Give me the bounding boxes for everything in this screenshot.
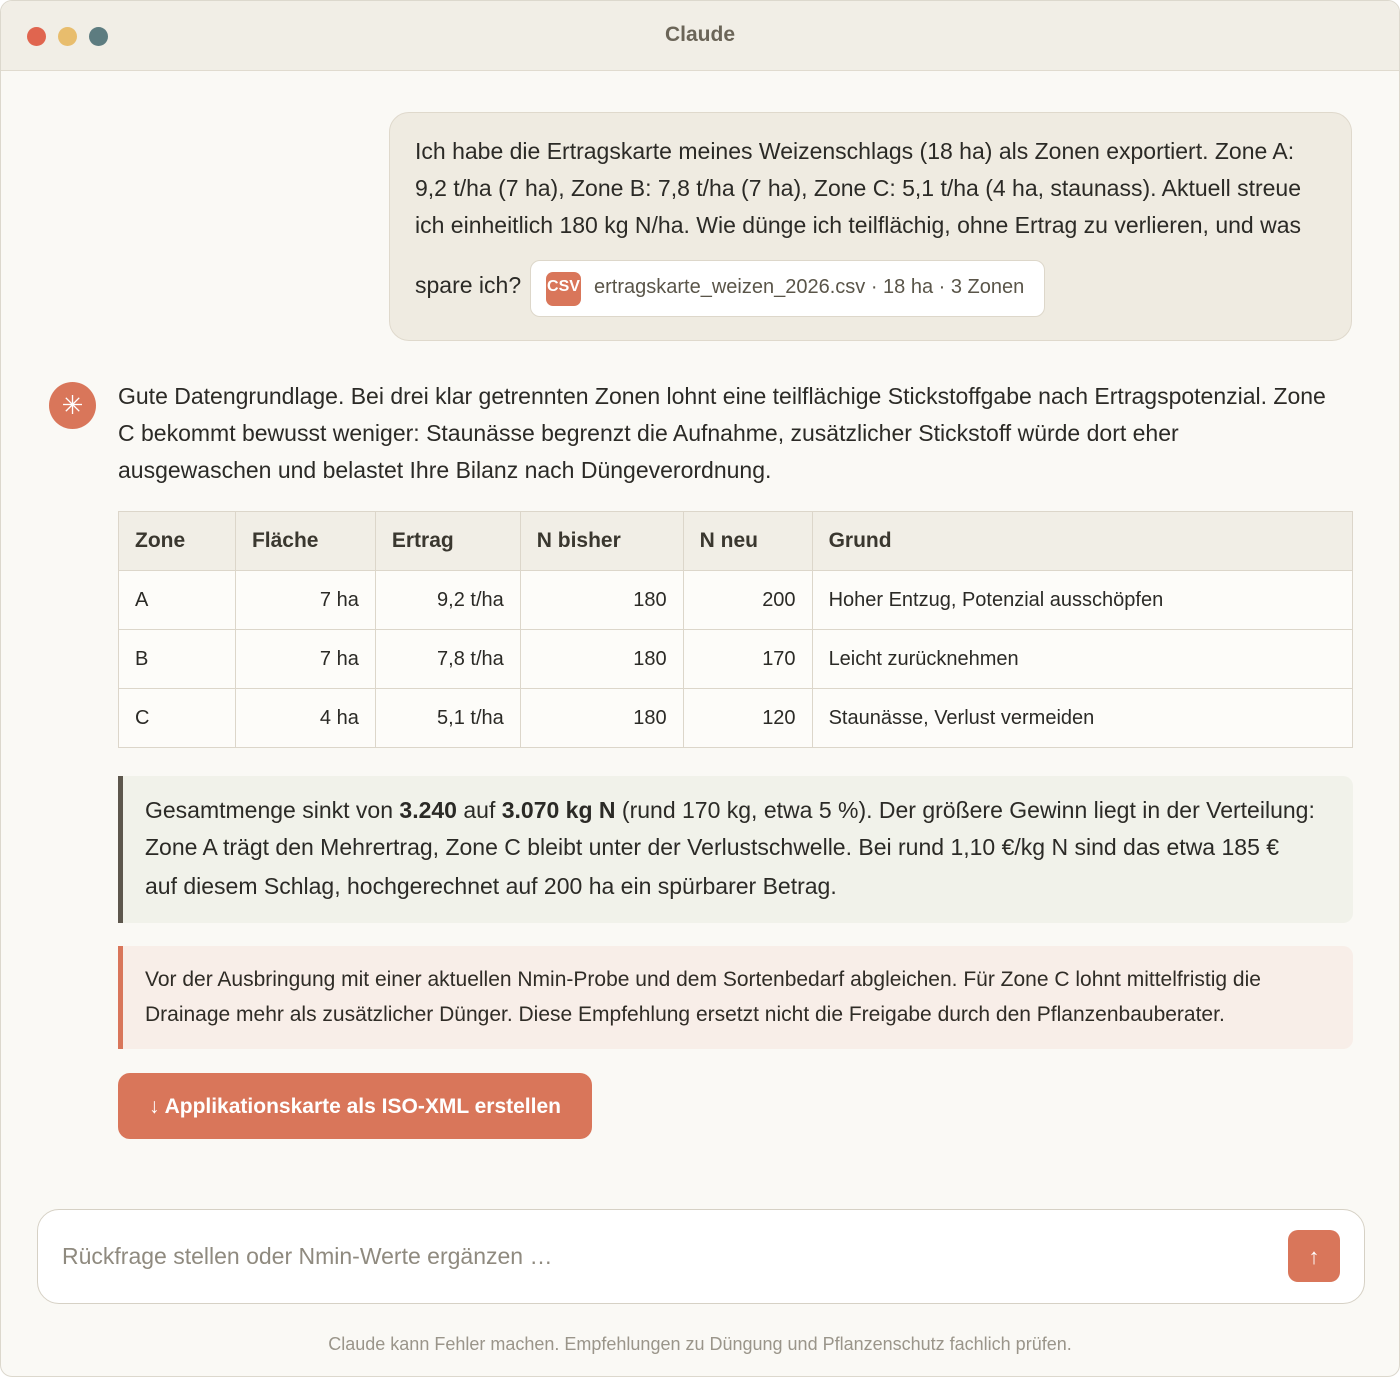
table-cell: A (119, 571, 236, 630)
fertilizer-zone-table (118, 511, 1353, 748)
table-cell: C (119, 689, 236, 748)
table-cell: 180 (520, 630, 683, 689)
summary-line: Zone A trägt den Mehrertrag, Zone C bleibt unter der Verlustschwelle. Bei rund 1,10 €/kg N sind das etwa 185 € (145, 834, 1280, 860)
table-cell: 7 ha (235, 571, 375, 630)
savings-summary (118, 776, 1353, 923)
table-cell: Leicht zurücknehmen (812, 630, 1352, 689)
user-message-line: spare ich? (415, 272, 522, 298)
title-bar (1, 1, 1399, 71)
column-header: N neu (683, 512, 812, 571)
table-cell: 180 (520, 689, 683, 748)
assistant-intro-line: Gute Datengrundlage. Bei drei klar getrennten Zonen lohnt eine teilflächige Stickstoffgabe nach Ertragspotenzial. Zone (118, 383, 1326, 409)
table-cell: 200 (683, 571, 812, 630)
table-row (119, 571, 1353, 630)
table-row (119, 630, 1353, 689)
column-header: Fläche (235, 512, 375, 571)
table-cell: B (119, 630, 236, 689)
user-message-line: ich einheitlich 180 kg N/ha. Wie dünge ich teilflächig, ohne Ertrag zu verlieren, und was (415, 212, 1301, 238)
column-header: Ertrag (375, 512, 520, 571)
table-row (119, 689, 1353, 748)
table-cell: 7,8 t/ha (375, 630, 520, 689)
csv-file-icon: CSV (546, 272, 581, 306)
column-header: Zone (119, 512, 236, 571)
claude-avatar-icon: ✳ (49, 382, 96, 429)
disclaimer-text: Claude kann Fehler machen. Empfehlungen zu Düngung und Pflanzenschutz fachlich prüfen. (328, 1334, 1072, 1354)
assistant-intro-line: ausgewaschen und belastet Ihre Bilanz nach Düngeverordnung. (118, 457, 772, 483)
column-header: N bisher (520, 512, 683, 571)
advisory-line: Drainage mehr als zusätzlicher Dünger. Diese Empfehlung ersetzt nicht die Freigabe durch den Pflanzenbauberater. (145, 1003, 1225, 1026)
advisory-note (118, 946, 1353, 1049)
advisory-line: Vor der Ausbringung mit einer aktuellen Nmin-Probe und dem Sortenbedarf abgleichen. Für Zone C lohnt mittelfristig die (145, 968, 1261, 991)
user-message-line: Ich habe die Ertragskarte meines Weizenschlags (18 ha) als Zonen exportiert. Zone A: (415, 138, 1295, 164)
table-cell: Staunässe, Verlust vermeiden (812, 689, 1352, 748)
table-cell: 170 (683, 630, 812, 689)
csv-attachment[interactable] (530, 260, 1045, 317)
column-header: Grund (812, 512, 1352, 571)
table-cell: 5,1 t/ha (375, 689, 520, 748)
table-header-row (119, 512, 1353, 571)
create-iso-xml-button[interactable]: ↓ Applikationskarte als ISO-XML erstellen (118, 1073, 592, 1139)
attachment-label: ertragskarte_weizen_2026.csv · 18 ha · 3 Zonen (594, 276, 1025, 298)
summary-line: Gesamtmenge sinkt von 3.240 auf 3.070 kg N (rund 170 kg, etwa 5 %). Der größere Gewinn liegt in der Verteilung: (145, 797, 1315, 823)
user-message (389, 112, 1352, 341)
send-button[interactable]: ↑ (1288, 1230, 1340, 1282)
table-cell: 7 ha (235, 630, 375, 689)
table-cell: 9,2 t/ha (375, 571, 520, 630)
table-cell: 180 (520, 571, 683, 630)
message-composer (37, 1209, 1365, 1304)
user-message-line: 9,2 t/ha (7 ha), Zone B: 7,8 t/ha (7 ha), Zone C: 5,1 t/ha (4 ha, staunass). Aktuell streue (415, 175, 1301, 201)
message-input[interactable] (62, 1238, 1262, 1274)
table-cell: 4 ha (235, 689, 375, 748)
table-cell: Hoher Entzug, Potenzial ausschöpfen (812, 571, 1352, 630)
window-title: Claude (664, 23, 735, 46)
summary-line: auf diesem Schlag, hochgerechnet auf 200 ha ein spürbarer Betrag. (145, 873, 837, 899)
table-cell: 120 (683, 689, 812, 748)
assistant-intro-line: C bekommt bewusst weniger: Staunässe begrenzt die Aufnahme, zusätzlicher Stickstoff würde dort eher (118, 420, 1179, 446)
